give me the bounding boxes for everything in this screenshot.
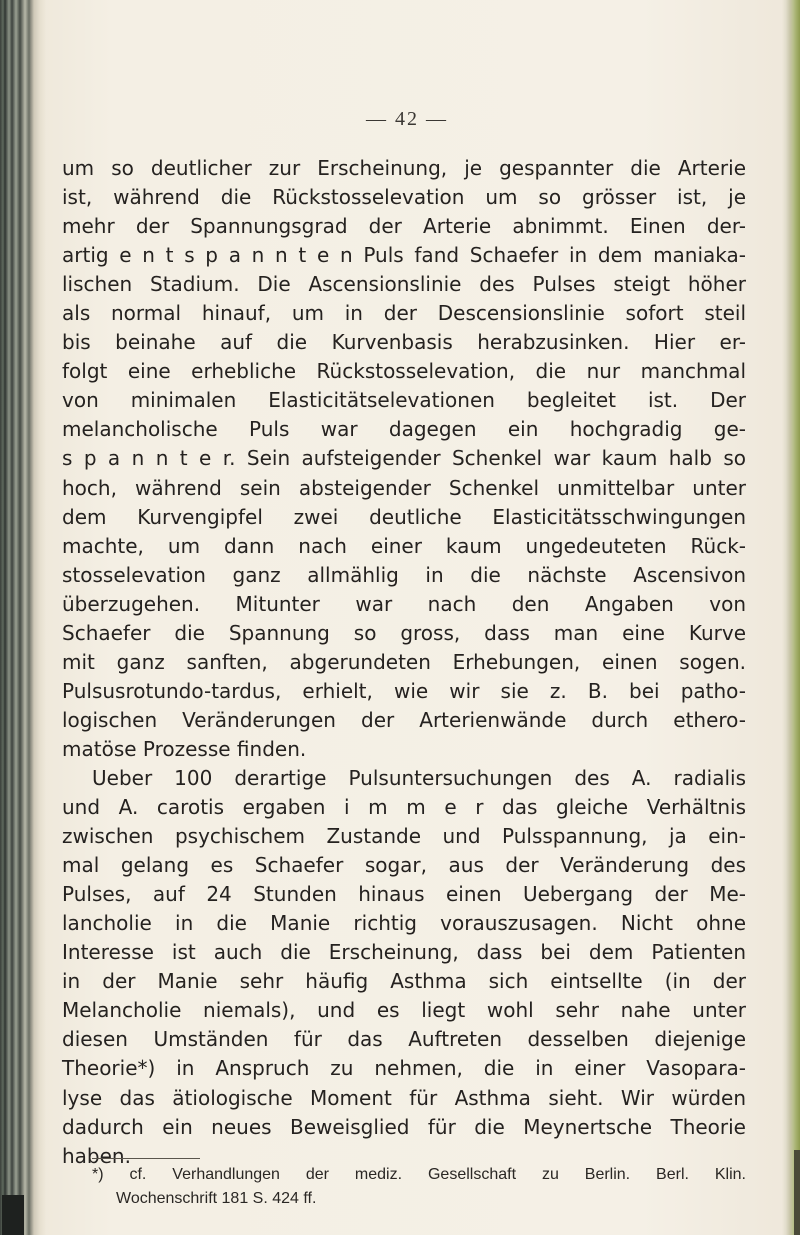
spine-dark-mark [2,1195,24,1235]
paragraph-2 [62,764,746,1171]
text-line: dem Kurvengipfel zwei deutliche Elasticitätsschwingungen [62,504,746,529]
text-line: überzugehen. Mitunter war nach den Angaben von [62,591,746,616]
text-line: folgt eine erhebliche Rückstosselevation, die nur manchmal [62,359,746,384]
footnote-rule [92,1158,200,1159]
page-edge-shadow [794,1150,800,1235]
text-line: Pulses, auf 24 Stunden hinaus einen Uebergang der Me- [62,882,746,907]
text-line: als normal hinauf, um in der Descensionslinie sofort steil [62,301,746,326]
text-line: matöse Prozesse finden. [62,736,307,761]
footnote-line: Wochenschrift 181 S. 424 ff. [116,1190,317,1207]
text-line: machte, um dann nach einer kaum ungedeuteten Rück- [62,533,746,558]
text-line: stosselevation ganz allmählig in die nächste Ascensivon [62,562,746,587]
text-line: zwischen psychischem Zustande und Pulsspannung, ja ein- [62,824,746,849]
text-line: Melancholie niemals), und es liegt wohl sehr nahe unter [62,998,746,1023]
text-line: diesen Umständen für das Auftreten desselben diejenige [62,1027,746,1052]
text-line: logischen Veränderungen der Arterienwände durch ethero- [62,707,746,732]
body-text [62,154,746,1171]
text-line: Interesse ist auch die Erscheinung, dass bei dem Patienten [62,940,746,965]
text-line: bis beinahe auf die Kurvenbasis herabzusinken. Hier er- [62,330,746,355]
text-line: s p a n n t e r. Sein aufsteigender Schenkel war kaum halb so [62,446,746,471]
text-line: von minimalen Elasticitätselevationen begleitet ist. Der [62,388,746,413]
text-line: mehr der Spannungsgrad der Arterie abnimmt. Einen der- [62,214,746,239]
text-line: ist, während die Rückstosselevation um so grösser ist, je [62,185,746,210]
text-line: Pulsusrotundo-tardus, erhielt, wie wir sie z. B. bei patho- [62,678,746,703]
text-line: mit ganz sanften, abgerundeten Erhebungen, einen sogen. [62,649,746,674]
text-line: in der Manie sehr häufig Asthma sich eintsellte (in der [62,969,746,994]
text-line: Theorie*) in Anspruch zu nehmen, die in einer Vasopara- [62,1056,746,1081]
text-line: haben. [62,1143,131,1168]
page-number: — 42 — [366,108,448,130]
book-spine-edge [0,0,46,1235]
text-line: lischen Stadium. Die Ascensionslinie des Pulses steigt höher [62,272,746,297]
footnote [92,1163,746,1211]
text-line: artig e n t s p a n n t e n Puls fand Schaefer in dem maniaka- [62,243,746,268]
text-line: um so deutlicher zur Erscheinung, je gespannter die Arterie [62,156,746,180]
text-line: lancholie in die Manie richtig vorauszusagen. Nicht ohne [62,911,746,936]
text-line: melancholische Puls war dagegen ein hochgradig ge- [62,417,746,442]
text-line: lyse das ätiologische Moment für Asthma sieht. Wir würden [62,1085,746,1110]
text-line: Ueber 100 derartige Pulsuntersuchungen des A. radialis [92,765,746,790]
text-line: mal gelang es Schaefer sogar, aus der Veränderung des [62,853,746,878]
text-line: Schaefer die Spannung so gross, dass man eine Kurve [62,620,746,645]
page-edge-right [782,0,800,1235]
text-line: hoch, während sein absteigender Schenkel unmittelbar unter [62,475,746,500]
paragraph-1 [62,154,746,764]
footnote-line: *) cf. Verhandlungen der mediz. Gesellschaft zu Berlin. Berl. Klin. [92,1166,746,1183]
text-line: dadurch ein neues Beweisglied für die Meynertsche Theorie [62,1114,746,1139]
text-line: und A. carotis ergaben i m m e r das gleiche Verhältnis [62,795,746,820]
